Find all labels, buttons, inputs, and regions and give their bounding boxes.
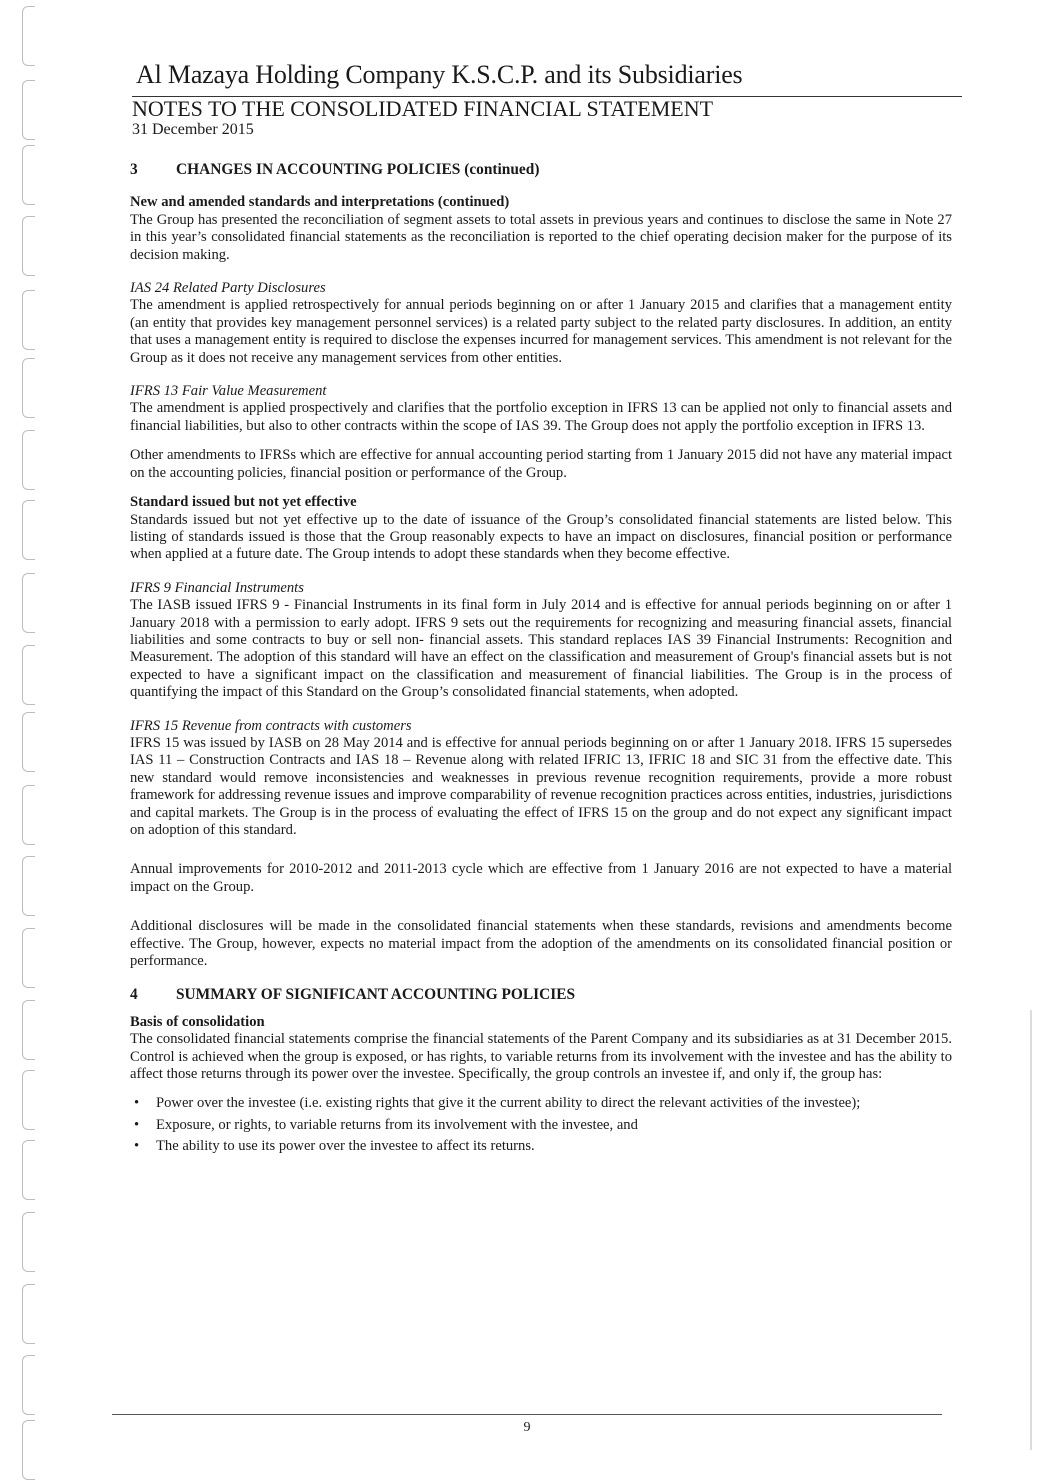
statement-date: 31 December 2015 <box>132 121 254 138</box>
ifrs9-text: The IASB issued IFRS 9 - Financial Instruments in its final form in July 2014 and is effective for annual periods beginning on or after 1 January 2018 with a permission to early adopt. IFRS 9 sets out the requirements for recognizing and measuring financial assets, financial liabilities and some contracts to buy or sell non- financial assets. This standard replaces IAS 39 Financial Instruments: Recognition and Measurement. The adoption of this standard will have an effect on the classification and measurement of Group's financial assets but is not expected to have a significant impact on the classification and measurement of financial liabilities. The Group is in the process of quantifying the impact of this Standard on the Group’s consolidated financial statements, when adopted. <box>130 597 952 701</box>
basis-of-consolidation-text: The consolidated financial statements comprise the financial statements of the Parent Company and its subsidiaries as at 31 December 2015. Control is achieved when the group is exposed, or has rights, to variable returns from its involvement with the investee and has the ability to affect those returns through its power over the investee. Specifically, the group controls an investee if, and only if, the group has: <box>130 1031 952 1083</box>
section-title: SUMMARY OF SIGNIFICANT ACCOUNTING POLICIES <box>176 986 576 1004</box>
section-3-heading <box>130 161 952 178</box>
basis-of-consolidation-heading: Basis of consolidation <box>130 1013 265 1030</box>
list-item <box>130 1095 952 1112</box>
company-name: Al Mazaya Holding Company K.S.C.P. and its Subsidiaries <box>136 60 743 89</box>
bullet-icon: • <box>134 1138 140 1155</box>
not-yet-effective-text: Standards issued but not yet effective up to the date of issuance of the Group’s consolidated financial statements are listed below. This listing of standards issued is those that the Group reasonably expects to have an impact on disclosures, financial position or performance when applied at a future date. The Group intends to adopt these standards when they become effective. <box>130 511 952 563</box>
page-number: 9 <box>523 1420 531 1435</box>
list-item-text: The ability to use its power over the investee to affect its returns. <box>156 1138 535 1155</box>
section-4-heading <box>130 986 952 1003</box>
scan-edge-mark <box>1030 1010 1032 1450</box>
notes-title: NOTES TO THE CONSOLIDATED FINANCIAL STATEMENT <box>132 96 714 121</box>
bullet-icon: • <box>134 1116 140 1133</box>
new-amended-text: The Group has presented the reconciliation of segment assets to total assets in previous years and continues to disclose the same in Note 27 in this year’s consolidated financial statements as the reconciliation is reported to the chief operating decision maker for the purpose of its decision making. <box>130 211 952 263</box>
section-number: 4 <box>130 986 138 1004</box>
ifrs13-heading: IFRS 13 Fair Value Measurement <box>130 383 327 400</box>
ifrs9-heading: IFRS 9 Financial Instruments <box>130 579 304 596</box>
control-criteria-list <box>130 1095 952 1155</box>
ifrs15-text: IFRS 15 was issued by IASB on 28 May 2014 and is effective for annual periods beginning on or after 1 January 2018. IFRS 15 supersedes IAS 11 – Construction Contracts and IAS 18 – Revenue along with related IFRIC 13, IFRIC 18 and SIC 31 from the effective date. This new standard would remove inconsistencies and weaknesses in previous revenue recognition requirements, provide a more robust framework for addressing revenue issues and improve comparability of revenue recognition practices across entities, industries, jurisdictions and capital markets. The Group is in the process of evaluating the effect of IFRS 15 on the group and do not expect any significant impact on adoption of this standard. <box>130 734 952 838</box>
footer-rule <box>112 1414 942 1415</box>
annual-improvements-text: Annual improvements for 2010-2012 and 2011-2013 cycle which are effective from 1 January 2016 are not expected to have a material impact on the Group. <box>130 861 952 895</box>
ias24-heading: IAS 24 Related Party Disclosures <box>130 280 326 297</box>
list-item-text: Exposure, or rights, to variable returns from its involvement with the investee, and <box>156 1116 638 1133</box>
ias24-text: The amendment is applied retrospectively for annual periods beginning on or after 1 January 2015 and clarifies that a management entity (an entity that provides key management personnel services) is a related party subject to the related party disclosures. In addition, an entity that uses a management entity is required to disclose the expenses incurred for management services. This amendment is not relevant for the Group as it does not receive any management services from other entities. <box>130 297 952 366</box>
list-item <box>130 1117 952 1134</box>
other-amendments-text: Other amendments to IFRSs which are effective for annual accounting period starting from 1 January 2015 did not have any material impact on the accounting policies, financial position or performance of the Group. <box>130 447 952 481</box>
list-item <box>130 1138 952 1155</box>
list-item-text: Power over the investee (i.e. existing rights that give it the current ability to direct the relevant activities of the investee); <box>156 1095 861 1112</box>
not-yet-effective-heading: Standard issued but not yet effective <box>130 494 357 511</box>
new-amended-heading: New and amended standards and interpretations (continued) <box>130 194 510 211</box>
ifrs13-text: The amendment is applied prospectively and clarifies that the portfolio exception in IFRS 13 can be applied not only to financial assets and financial liabilities, but also to other contracts within the scope of IAS 39. The Group does not apply the portfolio exception in IFRS 13. <box>130 400 952 434</box>
binder-hole-marks <box>0 0 60 1471</box>
section-title: CHANGES IN ACCOUNTING POLICIES (continued) <box>176 161 540 178</box>
additional-disclosures-text: Additional disclosures will be made in the consolidated financial statements when these standards, revisions and amendments become effective. The Group, however, expects no material impact from the adoption of the amendments on its consolidated financial position or performance. <box>130 918 952 970</box>
section-number: 3 <box>130 161 138 178</box>
bullet-icon: • <box>134 1095 140 1112</box>
notes-content <box>130 161 952 1160</box>
ifrs15-heading: IFRS 15 Revenue from contracts with customers <box>130 717 412 734</box>
